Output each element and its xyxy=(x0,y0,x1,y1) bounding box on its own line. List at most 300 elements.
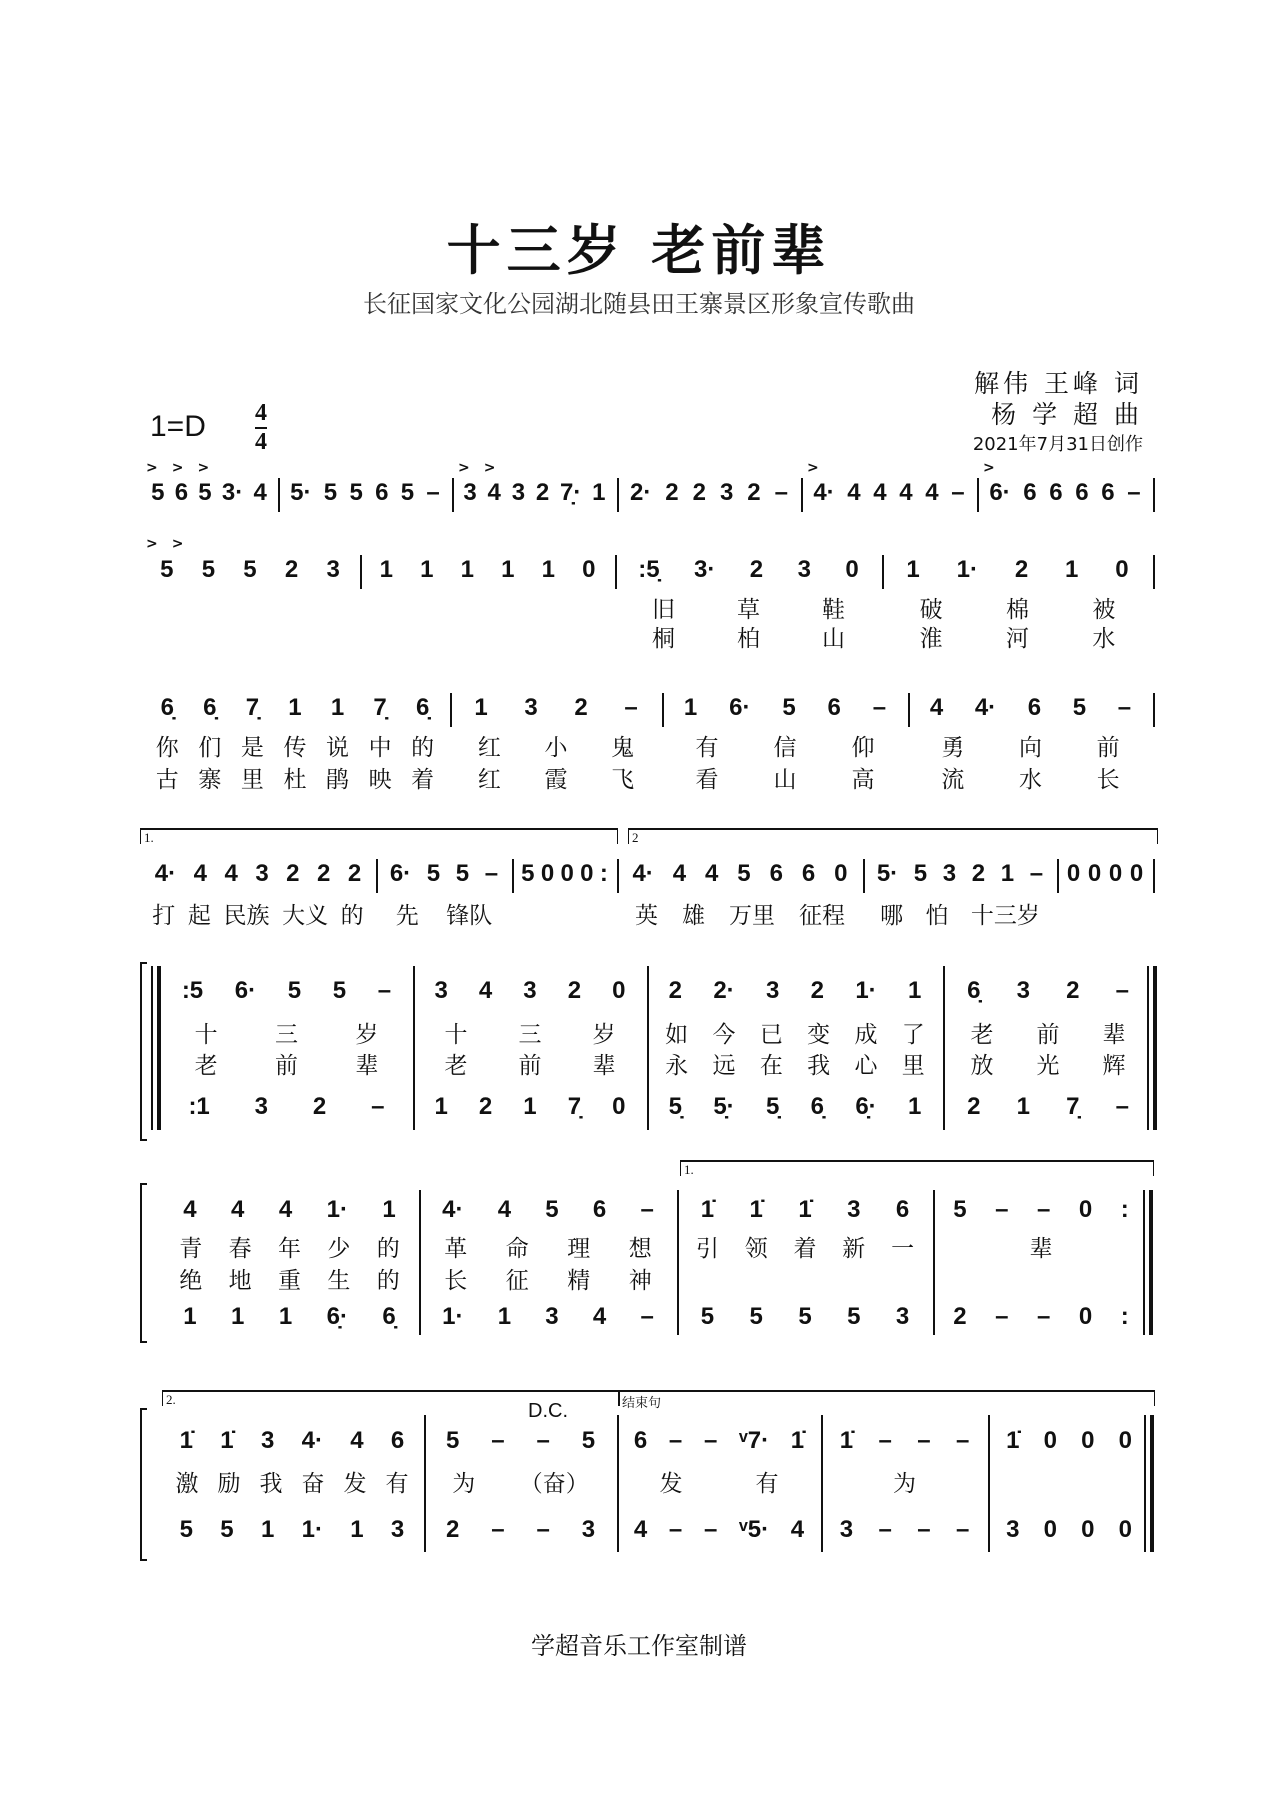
note: 6̣· xyxy=(326,1303,348,1330)
lyric-syllable: 领 xyxy=(744,1235,768,1262)
measure-notes xyxy=(807,478,971,508)
lyric-measure xyxy=(430,1467,611,1495)
note: – xyxy=(1115,977,1129,1004)
note: 6 xyxy=(390,1427,405,1454)
note: 5 xyxy=(332,977,347,1004)
note: 0 xyxy=(1081,1427,1095,1454)
note: 1 xyxy=(288,694,302,721)
note: 3· xyxy=(694,556,716,583)
lyric-measure xyxy=(653,1018,937,1046)
note: – xyxy=(1029,860,1044,887)
barline xyxy=(424,1415,426,1552)
note: 4 xyxy=(487,479,501,506)
note: 1 xyxy=(278,1303,293,1330)
note: 4· xyxy=(974,694,997,721)
note: 4 xyxy=(925,479,939,506)
lyric-syllable: 岁 xyxy=(355,1021,379,1048)
lyric-syllable: 是 xyxy=(240,734,264,761)
lyric-syllable: 神 xyxy=(628,1267,652,1294)
note: 0 xyxy=(1081,1516,1095,1543)
lyric-syllable: 的 xyxy=(411,734,435,761)
barline-double xyxy=(1147,966,1149,1130)
note: 3 xyxy=(511,479,526,506)
accent-icon: > xyxy=(146,536,158,552)
note: – xyxy=(536,1516,550,1543)
lyric-syllable: 辈 xyxy=(355,1052,379,1079)
accent-icon: > xyxy=(983,460,995,476)
accent-marks xyxy=(284,460,446,476)
note: 4· xyxy=(301,1427,323,1454)
note: – xyxy=(536,1427,550,1454)
lyric-syllable: 的 xyxy=(376,1267,400,1294)
lyric-syllable: 先 xyxy=(395,902,419,929)
barline-double xyxy=(1143,1190,1145,1335)
lower-voice-measure xyxy=(683,1302,927,1332)
note: 1· xyxy=(956,556,978,583)
lower-voice-measure xyxy=(939,1302,1143,1332)
note: 3 xyxy=(895,1303,910,1330)
note: 3 xyxy=(524,694,538,721)
lyric-syllable: 水 xyxy=(1018,766,1042,793)
measure-notes xyxy=(146,555,354,585)
note: 6̣· xyxy=(855,1093,877,1120)
lyric-syllable: 们 xyxy=(198,734,222,761)
lyric-syllable: 看 xyxy=(695,766,719,793)
barline-double xyxy=(1144,1415,1146,1552)
accent-marks xyxy=(458,460,611,476)
lyric-syllable: 老 xyxy=(970,1021,994,1048)
lyric-measure xyxy=(621,622,876,650)
note: 5 xyxy=(847,1303,861,1330)
lower-voice-measure xyxy=(166,1302,413,1332)
measure-notes xyxy=(827,1426,982,1456)
note: 5 xyxy=(323,479,338,506)
note: – xyxy=(955,1427,970,1454)
lyric-measure xyxy=(146,622,354,650)
lyric-syllable: 向 xyxy=(1018,734,1042,761)
lyric-measure xyxy=(166,1232,413,1260)
note: 1̇ xyxy=(179,1427,193,1454)
note: 7̣ xyxy=(567,1093,582,1120)
measure-notes xyxy=(284,478,446,508)
volta-bracket: 1. xyxy=(140,828,618,844)
barline xyxy=(662,693,664,727)
lyric-syllable: 引 xyxy=(695,1235,719,1262)
lyric-syllable: 流 xyxy=(941,766,965,793)
song-title: 十三岁 老前辈 xyxy=(446,219,832,282)
accent-marks xyxy=(621,536,876,552)
note: 5 xyxy=(243,556,257,583)
measure-notes xyxy=(456,693,656,723)
lyric-syllable: 勇 xyxy=(941,734,965,761)
lyric-syllable: 十 xyxy=(444,1021,468,1048)
barline xyxy=(615,555,617,589)
note: 6 xyxy=(592,1196,607,1223)
note: 7̣ xyxy=(1066,1093,1080,1120)
note: 5 xyxy=(737,860,751,887)
lyric-syllable: 你 xyxy=(155,734,179,761)
lyric-syllable: 小 xyxy=(544,734,568,761)
barline xyxy=(647,966,649,1130)
measure-notes xyxy=(983,478,1147,508)
note: 1̇ xyxy=(790,1427,805,1454)
note: 5 xyxy=(151,479,165,506)
note: 0 xyxy=(612,1093,626,1120)
note: – xyxy=(917,1516,931,1543)
barline xyxy=(933,1190,935,1335)
note: 0 xyxy=(580,860,594,887)
note: 4 xyxy=(231,1196,245,1223)
note: – xyxy=(491,1427,505,1454)
lyric-syllable: 锋队 xyxy=(446,902,493,929)
lyric-measure xyxy=(914,763,1147,791)
measure-notes xyxy=(425,1195,671,1225)
barline xyxy=(943,966,945,1130)
accent-icon: > xyxy=(171,536,184,552)
note: 1̇ xyxy=(220,1427,234,1454)
lyric-syllable: 前 xyxy=(1036,1021,1060,1048)
measure-notes xyxy=(146,693,444,723)
note: – xyxy=(668,1427,683,1454)
note: 1 xyxy=(683,694,698,721)
lyric-measure xyxy=(166,1264,413,1292)
note: 2 xyxy=(967,1093,981,1120)
lyric-syllable: 激 xyxy=(175,1470,199,1497)
barline xyxy=(376,859,378,893)
note: 5 xyxy=(400,479,415,506)
lyric-measure xyxy=(518,899,611,927)
lyric-measure xyxy=(939,1264,1143,1292)
note: 3 xyxy=(942,860,957,887)
note: – xyxy=(774,479,788,506)
note: 6 xyxy=(1027,694,1042,721)
note: 0 xyxy=(540,860,555,887)
lyric-syllable: 少 xyxy=(327,1235,351,1262)
dc-marking: D.C. xyxy=(528,1400,568,1422)
note: 0 xyxy=(1043,1427,1057,1454)
note: 1 xyxy=(474,694,488,721)
note: 4 xyxy=(672,860,687,887)
note: 1· xyxy=(442,1303,464,1330)
note: 5 xyxy=(201,556,216,583)
note: 1 xyxy=(592,479,606,506)
note: 5 xyxy=(220,1516,234,1543)
lyric-syllable: 青 xyxy=(179,1235,203,1262)
note: – xyxy=(377,977,392,1004)
barline xyxy=(157,966,161,1130)
note: 3 xyxy=(326,556,340,583)
lyric-measure xyxy=(683,1232,927,1260)
note: – xyxy=(484,860,499,887)
note: 4 xyxy=(224,860,238,887)
lyric-syllable: 励 xyxy=(217,1470,241,1497)
note: 7̣ xyxy=(373,694,387,721)
note: – xyxy=(640,1196,654,1223)
barline xyxy=(617,478,619,512)
lyric-syllable: 生 xyxy=(327,1267,351,1294)
measure-notes xyxy=(683,1195,927,1225)
lyricist-credit: 解伟 王峰 词 xyxy=(974,369,1143,398)
note: 0 xyxy=(1043,1516,1057,1543)
note: 1 xyxy=(1000,860,1015,887)
lyric-syllable: 着 xyxy=(411,766,435,793)
lyric-syllable: 起 xyxy=(187,902,211,929)
lyric-syllable: 打 xyxy=(152,902,176,929)
note: :1 xyxy=(188,1093,210,1120)
note: 4 xyxy=(183,1196,197,1223)
note: 5· xyxy=(290,479,312,506)
note: 2 xyxy=(1066,977,1080,1004)
measure-notes xyxy=(166,1426,418,1456)
note: 6̣ xyxy=(160,694,174,721)
lyric-syllable: 河 xyxy=(1005,625,1029,652)
note: 6̣ xyxy=(967,977,981,1004)
note: 5 xyxy=(521,860,535,887)
lyric-syllable: 里 xyxy=(901,1052,925,1079)
measure-notes xyxy=(623,478,795,508)
note: – xyxy=(1117,694,1132,721)
note: 5 xyxy=(1072,694,1087,721)
note: 5 xyxy=(700,1303,715,1330)
lyric-syllable: 棉 xyxy=(1005,596,1029,623)
lyric-measure xyxy=(1063,899,1147,927)
measure-notes xyxy=(166,1195,413,1225)
note: 6 xyxy=(375,479,389,506)
note: 1 xyxy=(231,1303,245,1330)
note: 2 xyxy=(668,977,683,1004)
lyric-syllable: 辈 xyxy=(1102,1021,1126,1048)
volta-bracket: 2 xyxy=(628,828,1158,844)
note: 6̣ xyxy=(382,1303,396,1330)
barline xyxy=(1150,1415,1154,1552)
lyric-syllable: 了 xyxy=(901,1021,925,1048)
accent-marks xyxy=(807,460,971,476)
lyric-measure xyxy=(146,593,354,621)
note: 2 xyxy=(810,977,825,1004)
note: 0 xyxy=(1087,860,1102,887)
note: – xyxy=(995,1303,1009,1330)
note: 5· xyxy=(876,860,899,887)
note: 1 xyxy=(501,556,515,583)
note: 3 xyxy=(523,977,537,1004)
lyric-syllable: 我 xyxy=(259,1470,283,1497)
note: 5̣ xyxy=(668,1093,683,1120)
lyric-syllable: 破 xyxy=(919,596,943,623)
lyric-measure xyxy=(419,1049,641,1077)
note: 1 xyxy=(379,556,393,583)
volta-bracket: 2. xyxy=(162,1390,620,1406)
lyric-syllable: 鬼 xyxy=(611,734,635,761)
lyric-syllable: 长 xyxy=(1096,766,1120,793)
note: 4· xyxy=(632,860,654,887)
note: 1̇ xyxy=(798,1196,812,1223)
note: – xyxy=(640,1303,654,1330)
note: 5 xyxy=(160,556,174,583)
lyric-measure xyxy=(888,622,1147,650)
note: – xyxy=(1127,479,1141,506)
lyric-measure xyxy=(419,1018,641,1046)
note: 0 xyxy=(612,977,626,1004)
note: – xyxy=(491,1516,505,1543)
note: ᵛ7· xyxy=(738,1427,770,1454)
barline xyxy=(617,1415,619,1552)
lyric-syllable: 变 xyxy=(807,1021,831,1048)
note: – xyxy=(955,1516,970,1543)
note: 5 xyxy=(349,479,363,506)
lyric-syllable: 着 xyxy=(793,1235,817,1262)
measure-notes xyxy=(518,859,611,889)
note: 5 xyxy=(287,977,302,1004)
note: 5 xyxy=(198,479,212,506)
note: 1 xyxy=(541,556,555,583)
lyric-measure xyxy=(827,1467,982,1495)
lyric-syllable: 旧 xyxy=(652,596,675,623)
note: 3 xyxy=(260,1427,275,1454)
note: 1 xyxy=(434,1093,448,1120)
note: 4 xyxy=(929,694,944,721)
lyric-measure xyxy=(166,1467,418,1495)
note: 0 xyxy=(1118,1516,1132,1543)
lower-voice-measure xyxy=(827,1515,982,1545)
lyric-syllable: 飞 xyxy=(611,766,635,793)
note: 0 xyxy=(560,860,574,887)
note: 5 xyxy=(581,1427,596,1454)
key-signature: 1=D xyxy=(150,410,206,443)
lyric-syllable: 地 xyxy=(228,1267,252,1294)
note: – xyxy=(668,1516,683,1543)
measure-notes xyxy=(166,976,407,1006)
lyric-syllable: 老 xyxy=(444,1052,468,1079)
note: 2 xyxy=(749,556,764,583)
lyric-syllable: 鹃 xyxy=(326,766,350,793)
lyric-measure xyxy=(869,899,1051,927)
lyric-syllable: 水 xyxy=(1092,625,1116,652)
accent-marks xyxy=(983,460,1147,476)
lyric-syllable: 命 xyxy=(505,1235,529,1262)
note: 7̣· xyxy=(560,479,582,506)
note: 6 xyxy=(1049,479,1063,506)
note: – xyxy=(995,1196,1009,1223)
lyric-syllable: 一 xyxy=(891,1235,915,1262)
lyric-syllable: 鞋 xyxy=(822,596,845,623)
barline xyxy=(988,1415,990,1552)
barline xyxy=(1153,966,1157,1130)
note: 2 xyxy=(317,860,331,887)
lyric-syllable: 淮 xyxy=(919,625,943,652)
lyric-syllable: 说 xyxy=(326,734,350,761)
lyric-measure xyxy=(621,593,876,621)
lyric-syllable: 远 xyxy=(712,1052,736,1079)
lyric-syllable: 征 xyxy=(505,1267,529,1294)
note: 2 xyxy=(665,479,679,506)
note: 4 xyxy=(705,860,719,887)
song-subtitle: 长征国家文化公园湖北随县田王寨景区形象宣传歌曲 xyxy=(363,290,915,318)
note: 2 xyxy=(284,556,299,583)
measure-notes xyxy=(382,859,506,889)
lyric-syllable: 重 xyxy=(277,1267,301,1294)
lower-voice-measure xyxy=(425,1302,671,1332)
lyric-syllable: 如 xyxy=(665,1021,689,1048)
note: 0 xyxy=(1066,860,1081,887)
barline xyxy=(419,1190,421,1335)
barline xyxy=(863,859,865,893)
lyric-syllable: 英 xyxy=(635,902,658,929)
measure-notes xyxy=(653,976,937,1006)
lyric-syllable: 红 xyxy=(477,734,501,761)
barline xyxy=(452,478,454,512)
lyric-syllable: 新 xyxy=(842,1235,866,1262)
measure-notes xyxy=(419,976,641,1006)
lyric-syllable: 春 xyxy=(228,1235,252,1262)
lyric-syllable: 十三岁 xyxy=(970,902,1040,929)
barline xyxy=(801,478,803,512)
lyric-syllable: 为 xyxy=(893,1470,916,1497)
accent-marks xyxy=(888,536,1147,552)
barline xyxy=(512,859,514,893)
note: 1· xyxy=(855,977,877,1004)
note: 6̣ xyxy=(415,694,430,721)
lyric-syllable: 万里 xyxy=(729,902,775,929)
lyric-syllable: 有 xyxy=(755,1470,779,1497)
lyric-measure xyxy=(456,731,656,759)
note: 3· xyxy=(221,479,244,506)
note: 1̇ xyxy=(749,1196,763,1223)
lyric-syllable: 哪 xyxy=(880,902,904,929)
note: 1 xyxy=(260,1516,275,1543)
note: 2 xyxy=(478,1093,493,1120)
lower-voice-measure xyxy=(419,1092,641,1122)
note: 6 xyxy=(801,860,816,887)
lyric-syllable: 心 xyxy=(854,1052,878,1079)
note: 1̇ xyxy=(700,1196,715,1223)
note: – xyxy=(872,694,887,721)
note: 3 xyxy=(545,1303,559,1330)
accent-icon: > xyxy=(146,460,158,476)
lyric-syllable: 十 xyxy=(194,1021,218,1048)
lyric-measure xyxy=(146,763,444,791)
lyric-syllable: 前 xyxy=(274,1052,298,1079)
barline xyxy=(677,1190,679,1335)
barline xyxy=(360,555,362,589)
lyric-syllable: 前 xyxy=(518,1052,542,1079)
lower-voice-measure xyxy=(994,1515,1144,1545)
note: 3 xyxy=(765,977,780,1004)
lyric-syllable: 长 xyxy=(444,1267,468,1294)
lyric-measure xyxy=(366,622,609,650)
note: 6 xyxy=(827,694,841,721)
lyric-measure xyxy=(668,763,902,791)
lyric-syllable: 前 xyxy=(1096,734,1120,761)
note: 6· xyxy=(389,860,412,887)
footer-credit: 学超音乐工作室制谱 xyxy=(531,1632,747,1660)
note: 3 xyxy=(434,977,448,1004)
note: 2 xyxy=(286,860,300,887)
lyric-syllable: （奋） xyxy=(519,1470,589,1497)
note: 4 xyxy=(253,479,267,506)
lyric-measure xyxy=(623,899,857,927)
note: 5 xyxy=(545,1196,559,1223)
note: 6 xyxy=(1101,479,1115,506)
note: 1 xyxy=(907,1093,922,1120)
note: 7̣ xyxy=(245,694,260,721)
system-bracket xyxy=(140,1183,147,1343)
note: – xyxy=(371,1093,385,1120)
lower-voice-measure xyxy=(166,1515,418,1545)
note: 6 xyxy=(895,1196,910,1223)
lyric-syllable: 中 xyxy=(368,734,392,761)
note: 4 xyxy=(497,1196,512,1223)
note: 3 xyxy=(847,1196,861,1223)
